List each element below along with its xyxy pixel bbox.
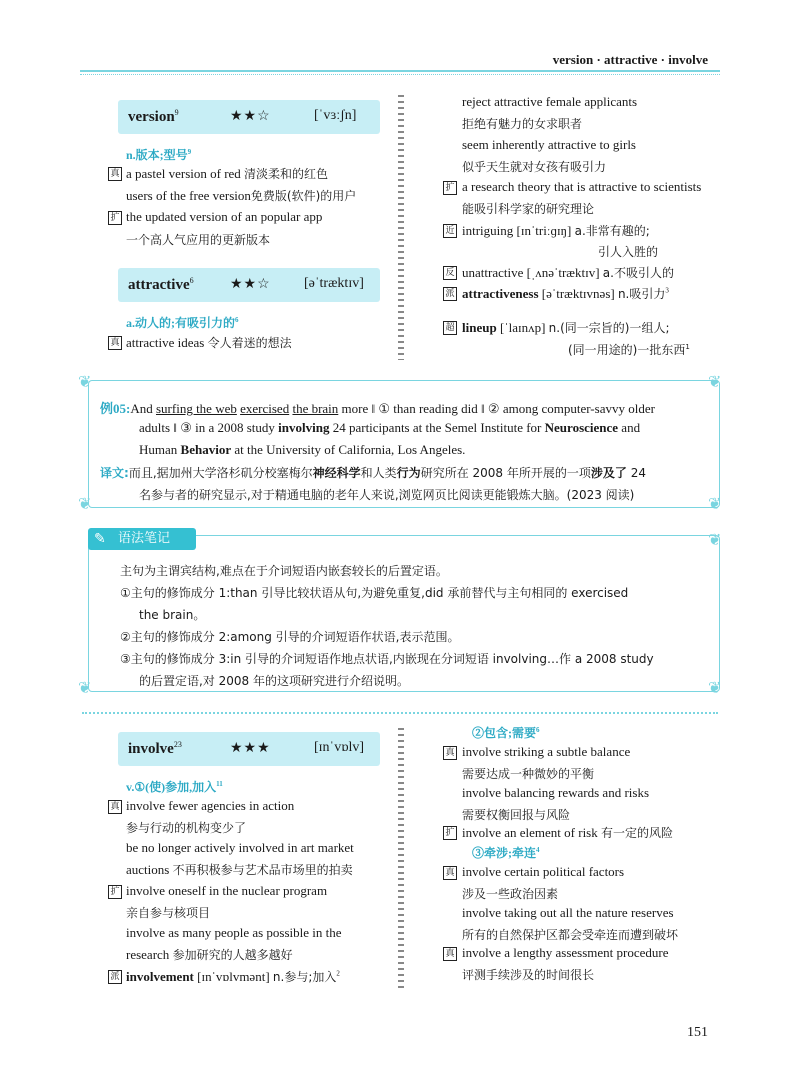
example-line: involve balancing rewards and risks <box>462 785 650 800</box>
tag-chao-icon: 超 <box>443 321 457 335</box>
corner-ornament-icon: ❦ <box>78 680 92 697</box>
advanced-def-cont: (同一用途的)一批东西$^1$ <box>568 343 690 357</box>
example-translation-line: 译文:而且,据加州大学洛杉矶分校塞梅尔神经科学和人类行为研究所在 2008 年所开展的一项涉及了 24 <box>100 466 646 480</box>
tag-zhen-icon: 真 <box>108 167 122 181</box>
example-line: the updated version of an popular app <box>126 209 323 224</box>
example-line: involve fewer agencies in action <box>126 798 295 813</box>
translation-line: 所有的自然保护区都会受牵连而遭到破坏 <box>462 928 679 942</box>
note-line: 的后置定语,对 2008 年的这项研究进行介绍说明。 <box>139 674 409 688</box>
example-line: reject attractive female applicants <box>462 94 638 109</box>
example-translation-line: 名参与者的研究显示,对于精通电脑的老年人来说,浏览网页比阅读更能锻炼大脑。(2023 阅读) <box>139 488 635 502</box>
headword-attractive: attractive$^6$ <box>128 276 194 293</box>
example-line: be no longer actively involved in art market <box>126 840 354 855</box>
header-rule <box>80 70 720 72</box>
tag-kuo-icon: 扩 <box>108 885 122 899</box>
translation-line: 需要权衡回报与风险 <box>462 808 571 822</box>
tag-pai-icon: 派 <box>443 287 457 301</box>
star-rating: ★★☆ <box>230 277 271 292</box>
translation-line: 评测手续涉及的时间很长 <box>462 968 595 982</box>
synonym-def-cont: 引人入胜的 <box>598 245 659 259</box>
example-sentence-line: Human Behavior at the University of California, Los Angeles. <box>139 442 466 457</box>
phonetic: [ɪnˈvɒlv] <box>314 740 365 755</box>
star-rating: ★★★ <box>230 741 271 756</box>
phonetic: [əˈtræktɪv] <box>304 276 364 291</box>
example-sentence-line: 例05:And surfing the web exercised the brain more ‖ ① than reading did ‖ ② among computer-savvy older <box>100 401 655 416</box>
translation-line: 涉及一些政治因素 <box>462 887 559 901</box>
example-line: involve certain political factors <box>462 864 625 879</box>
derivative-line: involvement [ɪnˈvɒlvmənt] n.参与;加入$^2$ <box>126 969 340 984</box>
tag-zhen-icon: 真 <box>443 866 457 880</box>
entry-header-version <box>118 100 380 134</box>
sense-involve-2: ②包含;需要$^6$ <box>472 726 540 740</box>
antonym-line: unattractive [ˌʌnəˈtræktɪv] a.不吸引人的 <box>462 265 674 280</box>
example-line: involve oneself in the nuclear program <box>126 883 328 898</box>
headword-involve: involve$^{23}$ <box>128 740 182 757</box>
example-sentence-line: adults ‖ ③ in a 2008 study involving 24 participants at the Semel Institute for Neuroscience and <box>139 420 641 435</box>
section-separator <box>82 712 718 714</box>
example-line: involve an element of risk 有一定的风险 <box>462 825 674 840</box>
column-divider <box>398 95 404 360</box>
headword-version: version$^9$ <box>128 108 179 125</box>
example-line: seem inherently attractive to girls <box>462 137 636 152</box>
derivative-line: attractiveness [əˈtræktɪvnəs] n.吸引力$^3$ <box>462 286 669 301</box>
tag-kuo-icon: 扩 <box>443 181 457 195</box>
example-line: involve as many people as possible in the <box>126 925 342 940</box>
pen-icon: ✎ <box>94 531 106 547</box>
example-line: research 参加研究的人越多越好 <box>126 947 293 962</box>
example-line: involve taking out all the nature reserves <box>462 905 674 920</box>
example-line: users of the free version免费版(软件)的用户 <box>126 188 357 203</box>
example-line: auctions 不再积极参与艺术品市场里的拍卖 <box>126 862 353 877</box>
sense-attractive: a.动人的;有吸引力的$^6$ <box>126 316 239 330</box>
translation-line: 拒绝有魅力的女求职者 <box>462 117 583 131</box>
example-line: a research theory that is attractive to scientists <box>462 179 702 194</box>
corner-ornament-icon: ❦ <box>708 374 722 391</box>
corner-ornament-icon: ❦ <box>708 496 722 513</box>
note-line: the brain。 <box>139 608 206 622</box>
sense-involve-1: v.①(使)参加,加入$^{11}$ <box>126 780 223 794</box>
note-line: ③主句的修饰成分 3:in 引导的介词短语作地点状语,内嵌现在分词短语 involving…作 a 2008 study <box>120 652 654 666</box>
corner-ornament-icon: ❦ <box>708 680 722 697</box>
sense-involve-3: ③牵涉;牵连$^4$ <box>472 846 540 860</box>
example-line: attractive ideas 令人着迷的想法 <box>126 335 292 350</box>
entry-header-involve <box>118 732 380 766</box>
tag-fan-icon: 反 <box>443 266 457 280</box>
tag-kuo-icon: 扩 <box>108 211 122 225</box>
example-line: a pastel version of red 清淡柔和的红色 <box>126 166 329 181</box>
entry-header-attractive <box>118 268 380 302</box>
running-header: version · attractive · involve <box>552 52 708 67</box>
corner-ornament-icon: ❦ <box>78 496 92 513</box>
translation-line: 需要达成一种微妙的平衡 <box>462 767 595 781</box>
header-rule-dotted <box>80 74 720 75</box>
tag-pai-icon: 派 <box>108 970 122 984</box>
advanced-word-line: lineup [ˈlaɪnʌp] n.(同一宗旨的)一组人; <box>462 320 670 335</box>
column-divider <box>398 728 404 990</box>
star-rating: ★★☆ <box>230 109 271 124</box>
note-line: ①主句的修饰成分 1:than 引导比较状语从句,为避免重复,did 承前替代与主句相同的 exercised <box>120 586 629 600</box>
tag-kuo-icon: 扩 <box>443 826 457 840</box>
translation-line: 似乎天生就对女孩有吸引力 <box>462 160 607 174</box>
sense-version: n.版本;型号$^9$ <box>126 148 192 162</box>
tag-zhen-icon: 真 <box>108 800 122 814</box>
example-line: involve striking a subtle balance <box>462 744 631 759</box>
page-number: 151 <box>687 1025 708 1040</box>
synonym-line: intriguing [ɪnˈtriːɡɪŋ] a.非常有趣的; <box>462 223 650 238</box>
phonetic: [ˈvɜːʃn] <box>314 108 357 123</box>
corner-ornament-icon: ❦ <box>708 532 722 549</box>
tag-jin-icon: 近 <box>443 224 457 238</box>
example-line: involve a lengthy assessment procedure <box>462 945 669 960</box>
corner-ornament-icon: ❦ <box>78 374 92 391</box>
translation-line: 亲自参与核项目 <box>126 906 211 920</box>
translation-line: 能吸引科学家的研究理论 <box>462 202 595 216</box>
translation-line: 一个高人气应用的更新版本 <box>126 233 271 247</box>
tag-zhen-icon: 真 <box>443 947 457 961</box>
note-line: ②主句的修饰成分 2:among 引导的介词短语作状语,表示范围。 <box>120 630 460 644</box>
grammar-notes-title: ✎ 语法笔记 <box>88 528 196 550</box>
tag-zhen-icon: 真 <box>108 336 122 350</box>
tag-zhen-icon: 真 <box>443 746 457 760</box>
note-line: 主句为主谓宾结构,难点在于介词短语内嵌套较长的后置定语。 <box>120 564 448 578</box>
translation-line: 参与行动的机构变少了 <box>126 821 247 835</box>
